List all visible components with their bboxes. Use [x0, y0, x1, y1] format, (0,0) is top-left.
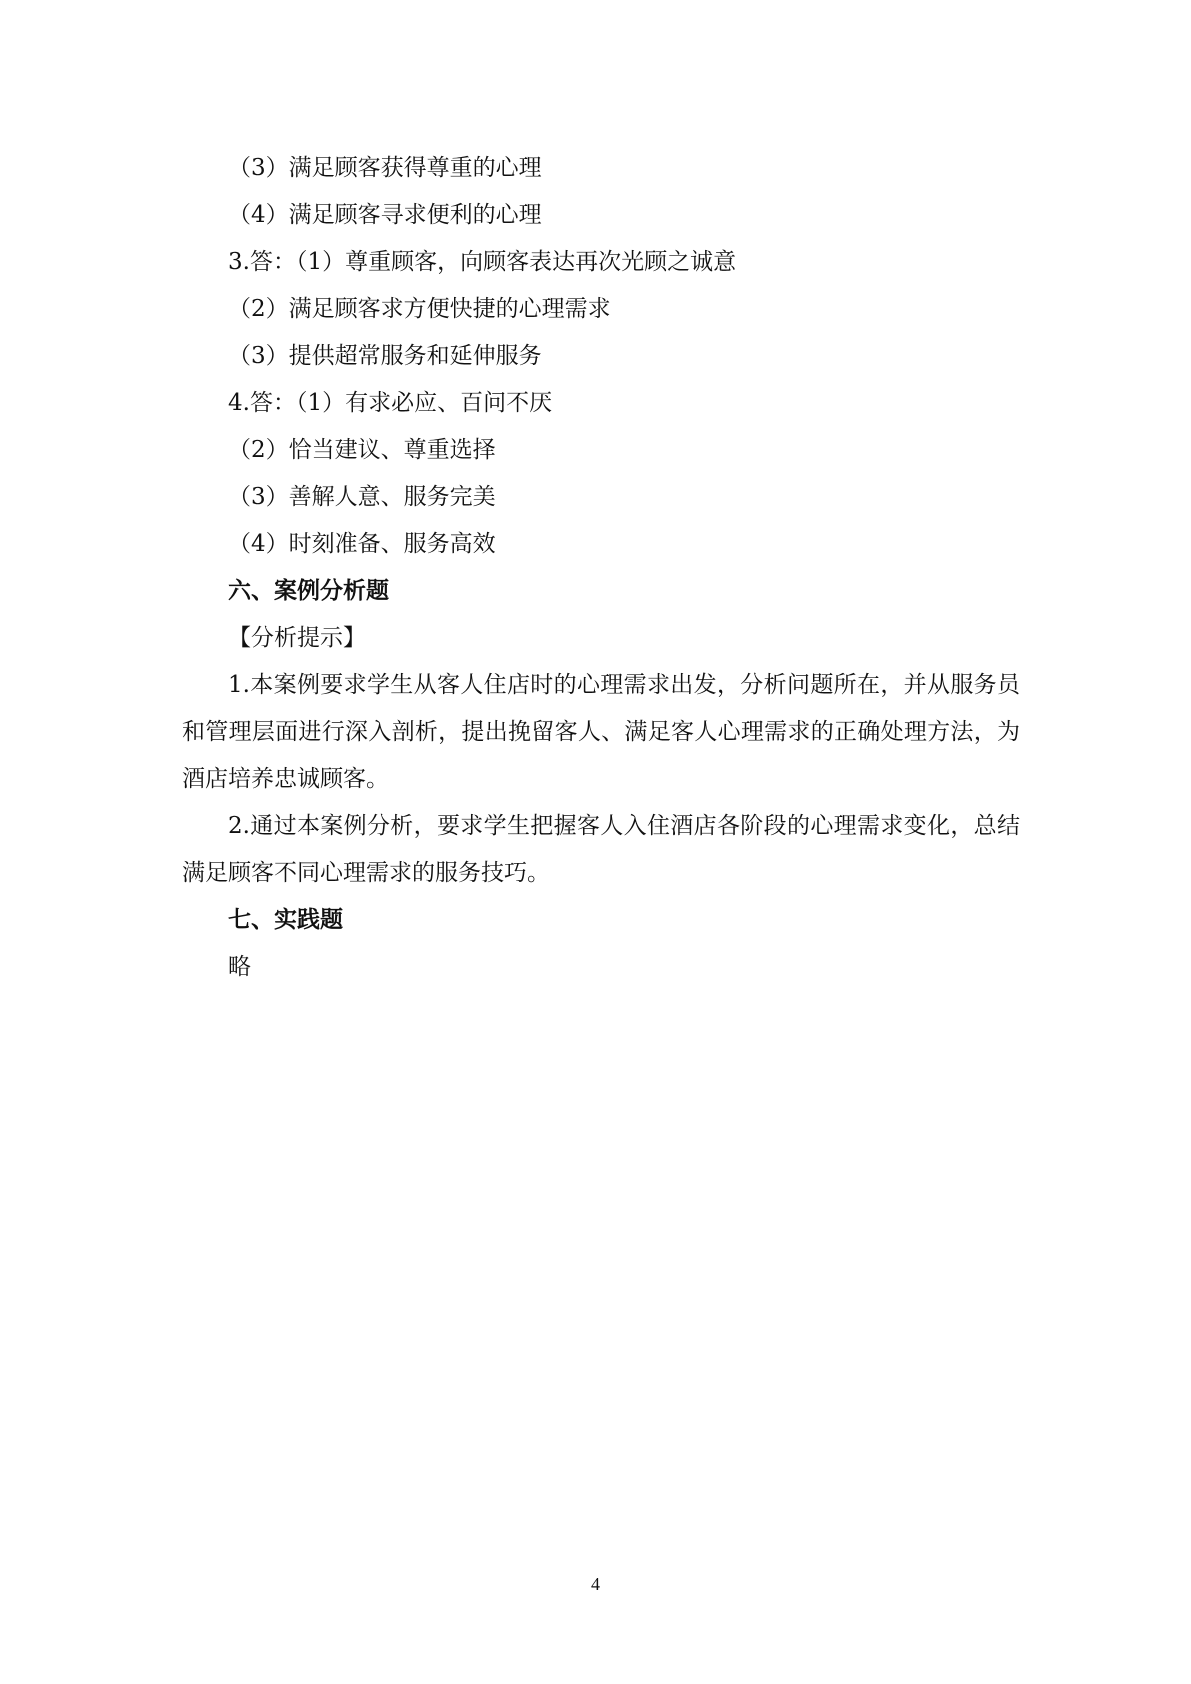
answer-line: （4）满足顾客寻求便利的心理	[228, 202, 542, 228]
answer-line: （3）满足顾客获得尊重的心理	[228, 155, 542, 181]
answer-line: （3）善解人意、服务完美	[228, 484, 496, 510]
answer-line: 4.答：（1）有求必应、百问不厌	[228, 390, 553, 416]
answer-line: （4）时刻准备、服务高效	[228, 531, 496, 557]
section-heading-case-analysis: 六、案例分析题	[228, 578, 389, 604]
answer-line: （3）提供超常服务和延伸服务	[228, 343, 542, 369]
answer-line: 3.答：（1）尊重顾客，向顾客表达再次光顾之诚意	[228, 249, 737, 275]
answer-line: （2）满足顾客求方便快捷的心理需求	[228, 296, 611, 322]
analysis-hint-label: 【分析提示】	[228, 625, 366, 651]
answer-line: （2）恰当建议、尊重选择	[228, 437, 496, 463]
page-number: 4	[591, 1574, 600, 1594]
analysis-paragraph: 2.通过本案例分析，要求学生把握客人入住酒店各阶段的心理需求变化，总结满足顾客不同心理需求的服务技巧。	[182, 813, 1020, 886]
analysis-paragraph: 1.本案例要求学生从客人住店时的心理需求出发，分析问题所在，并从服务员和管理层面进行深入剖析，提出挽留客人、满足客人心理需求的正确处理方法，为酒店培养忠诚顾客。	[182, 672, 1020, 792]
section-heading-practice: 七、实践题	[228, 907, 343, 933]
page-content	[182, 145, 1020, 991]
practice-body: 略	[228, 954, 251, 980]
